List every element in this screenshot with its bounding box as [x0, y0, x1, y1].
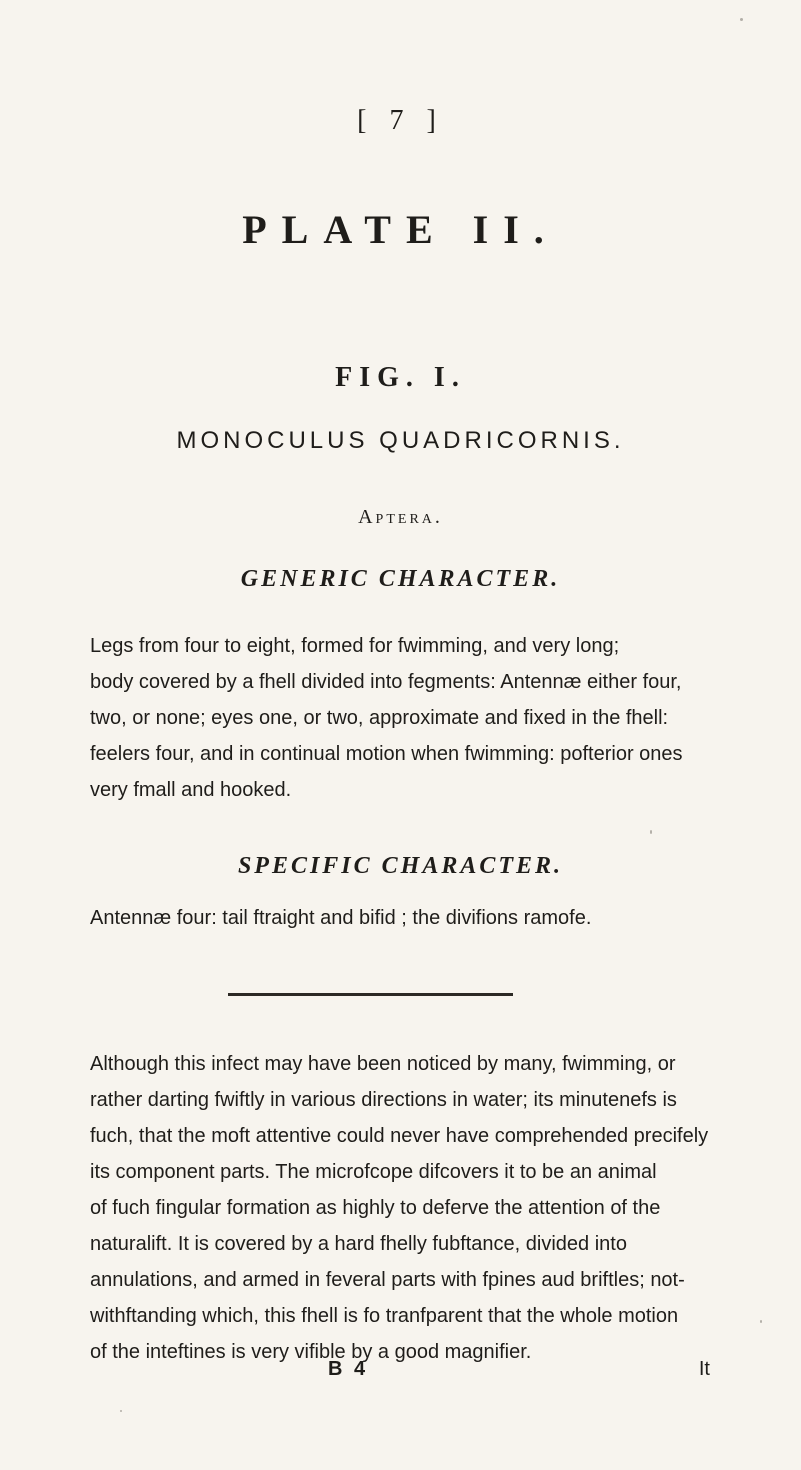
plate-title: PLATE II. — [242, 207, 559, 252]
figure-title: FIG. I. — [335, 362, 466, 393]
paper-speck — [650, 830, 652, 834]
generic-character-heading: GENERIC CHARACTER. — [240, 566, 561, 592]
specific-character-heading: SPECIFIC CHARACTER. — [237, 853, 564, 879]
paper-speck — [740, 18, 743, 21]
section-divider — [228, 993, 513, 996]
species-title: MONOCULUS QUADRICORNIS. — [176, 427, 625, 454]
paper-speck — [120, 1410, 122, 1412]
specific-character-text: Antennæ four: tail ftraight and bifid ; the divifions ramofe. — [90, 907, 592, 929]
generic-character-text: Legs from four to eight, formed for fwimming, and very long; body covered by a fhell divided into fegments: Antennæ either four, two, or none; eyes one, or two, approximate and fixed in the fhell: feelers four, and in continual motion when fwimming: pofterior ones very fmall and hooked. — [90, 635, 683, 801]
paper-speck — [760, 1320, 762, 1323]
printer-signature: B 4 — [328, 1358, 369, 1380]
page-number: [ 7 ] — [357, 105, 444, 136]
page-footer — [90, 1358, 710, 1386]
order-title: Aptera. — [358, 506, 443, 528]
description-paragraph: Although this infect may have been noticed by many, fwimming, or rather darting fwiftly in various directions in water; its minutenefs is fuch, that the moft attentive could never have comprehended precifely its component parts. The microfcope difcovers it to be an animal of fuch fingular formation as highly to deferve the attention of the naturalift. It is covered by a hard fhelly fubftance, divided into annulations, and armed in feveral parts with fpines aud briftles; not- withftanding which, this fhell is fo tranfparent that the whole motion of the inteftines is very vifible by a good magnifier. — [90, 1053, 709, 1363]
catchword: It — [698, 1358, 710, 1380]
